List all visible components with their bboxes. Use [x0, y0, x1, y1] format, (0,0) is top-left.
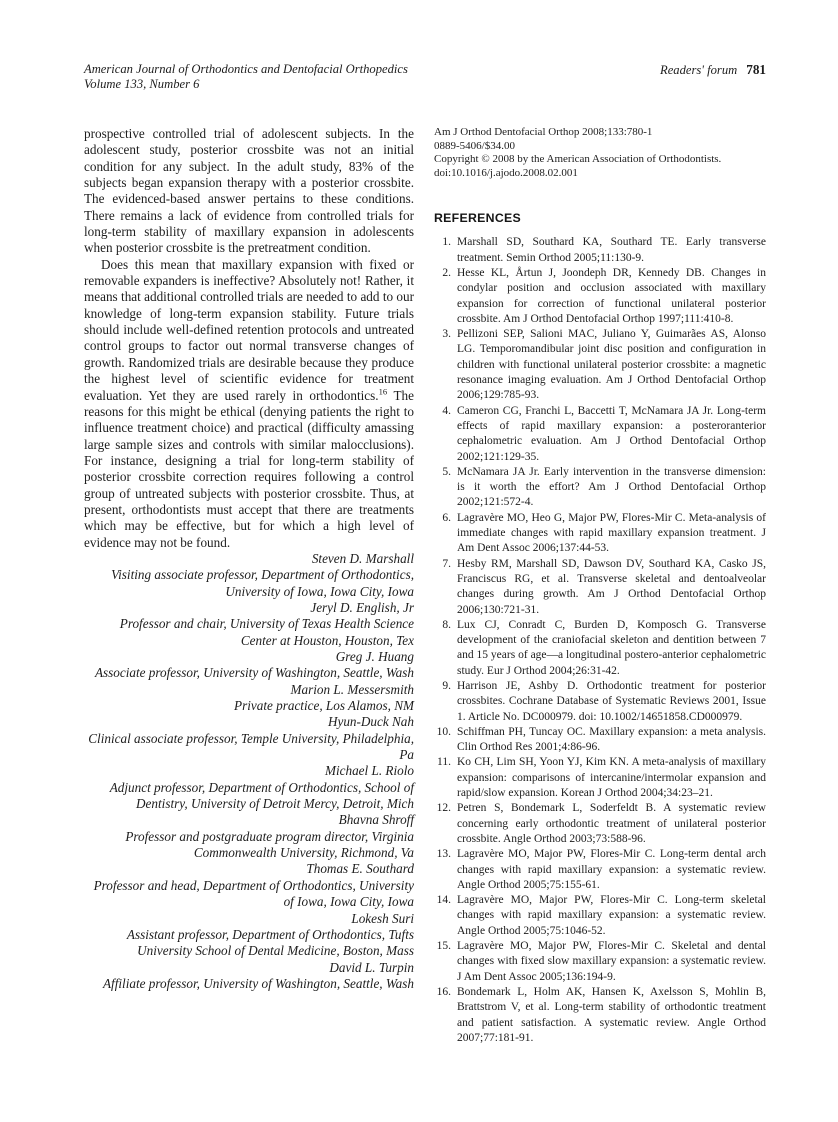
reference-text: Pellizoni SEP, Salioni MAC, Juliano Y, Guimarães AS, Alonso LG. Temporomandibular joint disc position and configuration in children with functional unilateral posterior crossbite: a magnetic resonance imaging evaluation. Am J Orthod Dentofacial Orthop 2006;129:785-93. [457, 328, 766, 402]
reference-item [434, 404, 766, 465]
reference-text: Lux CJ, Conradt C, Burden D, Komposch G. Transverse development of the craniofacial skeleton and dentition between 7 and 15 years of age—a longitudinal postero-anterior cephalometric study. Eur J Orthod 2004;26:31-42. [457, 618, 766, 677]
reference-item [434, 266, 766, 327]
section-label: Readers' forum [660, 63, 738, 77]
signature-block [84, 551, 414, 992]
signature-name: Jeryl D. English, Jr [310, 599, 414, 615]
signature-affiliation: Clinical associate professor, Temple University, Philadelphia, Pa [88, 730, 414, 763]
signature-name: Steven D. Marshall [311, 550, 414, 566]
reference-number: 7. [442, 557, 451, 570]
reference-number: 9. [442, 679, 451, 692]
journal-volume: Volume 133, Number 6 [84, 77, 200, 92]
signature-affiliation: Adjunct professor, Department of Orthodontics, School of Dentistry, University of Detroit Mercy, Detroit, Mich [109, 779, 414, 812]
reference-text: Bondemark L, Holm AK, Hansen K, Axelsson S, Mohlin B, Brattstrom V, et al. Long-term stability of orthodontic treatment and patient satisfaction. A systematic review. Angle Orthod 2007;77:181-91. [457, 985, 766, 1044]
signature-entry [84, 763, 414, 812]
journal-title: American Journal of Orthodontics and Dentofacial Orthopedics [84, 62, 408, 76]
reference-text: Harrison JE, Ashby D. Orthodontic treatment for posterior crossbites. Cochrane Database of Systematic Reviews 2001, Issue 1. Article No. DC000979. doi: 10.1002/14651858.CD000979. [457, 679, 766, 723]
reference-number: 8. [442, 618, 451, 631]
reference-list [434, 235, 766, 1046]
reference-item [434, 801, 766, 847]
signature-entry [84, 714, 414, 763]
reference-item [434, 465, 766, 511]
reference-item [434, 985, 766, 1046]
signature-name: Thomas E. Southard [306, 861, 414, 877]
reference-number: 3. [442, 328, 451, 341]
reference-number: 12. [436, 802, 451, 815]
reference-item [434, 511, 766, 557]
signature-affiliation: Professor and chair, University of Texas Health Science Center at Houston, Houston, Tex [119, 616, 414, 648]
reference-number: 4. [442, 404, 451, 417]
signature-entry [84, 682, 414, 715]
signature-entry [84, 551, 414, 600]
reference-number: 10. [436, 725, 451, 738]
reference-item [434, 725, 766, 756]
reference-item [434, 618, 766, 679]
signature-affiliation: Private practice, Los Alamos, NM [234, 698, 414, 714]
reference-number: 2. [442, 266, 451, 279]
reference-text: Lagravère MO, Major PW, Flores-Mir C. Long-term dental arch changes with rapid maxillary expansion: a systematic review. Angle Orthod 2005;75:155-61. [457, 848, 766, 891]
reference-item [434, 679, 766, 725]
page-number: 781 [746, 62, 766, 77]
signature-name: Lokesh Suri [351, 910, 414, 926]
body-paragraph-2-text-a: Does this mean that maxillary expansion with fixed or removable expanders is ineffective? Absolutely not! Rather, it means that additional controlled trials are needed to add to our knowledge of long-term expansion stability. Future trials should include well-defined retention protocols and untreated control groups to factor out normal transverse changes of growth. Randomized trials are desirable because they produce the highest level of scientific evidence for treatment evaluation. Yet they are used rarely in orthodontics. [84, 256, 414, 403]
citation-superscript: 16 [378, 386, 388, 397]
reference-text: Schiffman PH, Tuncay OC. Maxillary expansion: a meta analysis. Clin Orthod Res 2001;4:86-96. [457, 725, 766, 754]
references-heading: REFERENCES [434, 211, 522, 226]
article-citation-block [434, 126, 766, 180]
body-paragraph-2 [84, 257, 414, 551]
reference-number: 15. [436, 940, 451, 953]
reference-text: Hesse KL, Årtun J, Joondeph DR, Kennedy DB. Changes in condylar position and occlusion associated with maxillary expansion for correction of functional unilateral posterior crossbite. Am J Orthod Dentofacial Orthop 1997;111:410-8. [457, 266, 766, 325]
reference-number: 13. [436, 848, 451, 861]
signature-name: Marion L. Messersmith [290, 681, 414, 697]
left-column [84, 126, 414, 1046]
reference-item [434, 755, 766, 801]
reference-text: Ko CH, Lim SH, Yoon YJ, Kim KN. A meta-analysis of maxillary expansion: comparisons of intercanine/intermolar expansion and rapid/slow expansion. Korean J Orthod 2004;34:23–21. [457, 756, 766, 800]
reference-text: Lagravère MO, Major PW, Flores-Mir C. Long-term skeletal changes with rapid maxillary expansion: a systematic review. Angle Orthod 2005;75:1046-52. [457, 894, 766, 937]
journal-masthead [84, 62, 408, 92]
citation-line: Copyright © 2008 by the American Association of Orthodontists. [434, 153, 722, 166]
right-column [434, 126, 766, 1046]
reference-number: 6. [442, 511, 451, 524]
reference-number: 1. [442, 236, 451, 249]
reference-item [434, 939, 766, 985]
reference-number: 16. [436, 985, 451, 998]
signature-name: David L. Turpin [329, 959, 414, 975]
signature-affiliation: Affiliate professor, University of Washington, Seattle, Wash [103, 975, 414, 991]
reference-text: Lagravère MO, Major PW, Flores-Mir C. Skeletal and dental changes with fixed slow maxillary expansion: a systematic review. J Am Dent Assoc 2005;136:194-9. [457, 940, 766, 983]
running-head [84, 62, 766, 92]
signature-entry [84, 960, 414, 993]
body-paragraph-1: prospective controlled trial of adolescent subjects. In the adolescent study, posterior crossbite was not an initial condition for any subject. In the adult study, 83% of the subjects began expansion therapy with a posterior crossbite. The evidenced-based answer pertains to these conditions. There remains a lack of evidence from controlled trials for long-term stability of maxillary expansion in adolescents when posterior crossbite is the pretreatment condition. [84, 126, 414, 256]
signature-entry [84, 911, 414, 960]
reference-text: Petren S, Bondemark L, Soderfeldt B. A systematic review concerning early orthodontic treatment of unilateral posterior crossbite. Angle Orthod 2003;73:588-96. [457, 802, 766, 845]
reference-text: Cameron CG, Franchi L, Baccetti T, McNamara JA Jr. Long-term effects of rapid maxillary expansion: a posteroranterior cephalometric evaluation. Am J Orthod Dentofacial Orthop 2002;121:129-35. [457, 404, 766, 463]
citation-line: Am J Orthod Dentofacial Orthop 2008;133:780-1 [434, 126, 653, 138]
signature-entry [84, 812, 414, 861]
signature-name: Hyun-Duck Nah [327, 714, 414, 730]
signature-name: Michael L. Riolo [324, 763, 414, 779]
page-content [84, 126, 766, 1046]
reference-text: Lagravère MO, Heo G, Major PW, Flores-Mir C. Meta-analysis of immediate changes with rapid maxillary expansion treatment. J Am Dent Assoc 2006;137:44-53. [457, 511, 766, 555]
reference-number: 5. [442, 465, 451, 478]
reference-text: McNamara JA Jr. Early intervention in the transverse dimension: is it worth the effort? Am J Orthod Dentofacial Orthop 2002;121:572-4. [457, 465, 766, 509]
signature-entry [84, 861, 414, 910]
reference-number: 11. [437, 756, 451, 769]
reference-text: Hesby RM, Marshall SD, Dawson DV, Southard KA, Casko JS, Franciscus RG, et al. Transverse skeletal and dentoalveolar changes during growth. Am J Orthod Dentofacial Orthop 2006;130:721-31. [457, 557, 766, 616]
signature-affiliation: Professor and postgraduate program director, Virginia Commonwealth University, Richmond, Va [125, 828, 414, 861]
reference-item [434, 557, 766, 618]
body-paragraph-2-text-b: The reasons for this might be ethical (denying patients the right to influence treatment choice) and practical (difficulty amassing large sample sizes and controls with similar malocclusions). For instance, designing a trial for long-term stability of posterior crossbite correction requires following a control group of untreated subjects with posterior crossbite. Thus, at present, orthodontists must accept that there are treatments which may be effective, but for which a high level of evidence may not be found. [84, 387, 414, 550]
reference-number: 14. [436, 894, 451, 907]
signature-name: Greg J. Huang [335, 649, 414, 664]
signature-affiliation: Visiting associate professor, Department of Orthodontics, University of Iowa, Iowa City, Iowa [111, 567, 414, 599]
signature-affiliation: Associate professor, University of Washington, Seattle, Wash [94, 665, 414, 681]
running-head-right [660, 62, 766, 78]
signature-affiliation: Professor and head, Department of Orthodontics, University of Iowa, Iowa City, Iowa [93, 877, 414, 910]
signature-entry [84, 600, 414, 649]
reference-text: Marshall SD, Southard KA, Southard TE. Early transverse treatment. Semin Orthod 2005;11:130-9. [457, 236, 766, 264]
citation-line: 0889-5406/$34.00 [434, 139, 515, 152]
reference-item [434, 235, 766, 266]
signature-entry [84, 649, 414, 682]
reference-item [434, 893, 766, 939]
citation-line: doi:10.1016/j.ajodo.2008.02.001 [434, 166, 578, 179]
signature-name: Bhavna Shroff [338, 812, 414, 828]
reference-item [434, 327, 766, 403]
reference-item [434, 847, 766, 893]
signature-affiliation: Assistant professor, Department of Orthodontics, Tufts University School of Dental Medicine, Boston, Mass [126, 926, 414, 959]
